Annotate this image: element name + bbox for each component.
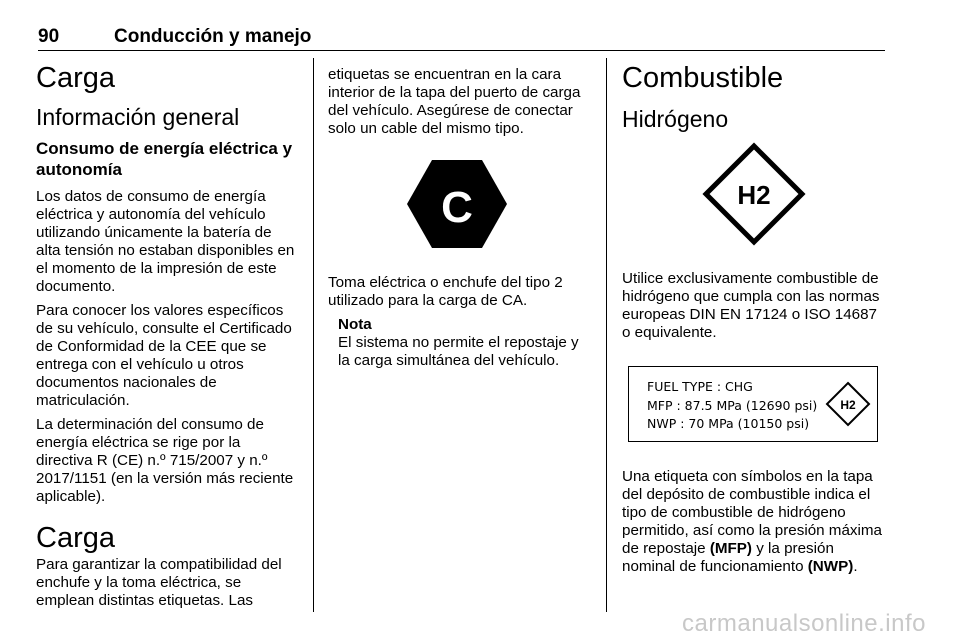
page-number: 90 [38,26,60,47]
column-middle [328,66,594,370]
heading-consumo: Consumo de energía eléctrica y autonomía [36,139,293,179]
diamond-text: H2 [737,180,771,210]
h2-diamond-icon [622,134,888,254]
label-nwp: NWP : 70 MPa (10150 psi) [647,416,810,431]
label-diamond-text: H2 [840,398,856,412]
note-block [328,316,594,370]
paragraph-etiquetas: etiquetas se encuentran en la cara interior de la tapa del puerto de carga del vehículo. Asegúrese de conectar solo un cable del mismo tipo. [328,66,581,137]
column-divider-2 [606,58,607,612]
label-fuel-type: FUEL TYPE : CHG [647,379,753,394]
page-header [38,26,885,51]
text-run: Una etiqueta con símbolos en la tapa del depósito de combustible indica el tipo de combustible de hidrógeno permitido, así como la presión máxima de repostaje [622,468,882,557]
paragraph-utilice: Utilice exclusivamente combustible de hidrógeno que cumpla con las normas europeas DIN EN 17124 o ISO 14687 o equivalente. [622,270,880,341]
type2-connector-figure [328,138,594,266]
heading-carga: Carga [36,62,115,94]
watermark: carmanualsonline.info [682,610,926,637]
hexagon-c-icon [328,138,594,266]
paragraph-directiva: La determinación del consumo de energía eléctrica se rige por la directiva R (CE) n.º 715/2007 y n.º 2017/1151 (en la versión más reciente aplicable). [36,416,294,505]
paragraph-consumo: Los datos de consumo de energía eléctrica y autonomía del vehículo utilizando únicamente la batería de alta tensión no estaban disponibles en el momento de la impresión de este documento. [36,188,295,295]
column-divider-1 [313,58,314,612]
note-text: El sistema no permite el repostaje y la carga simultánea del vehículo. [338,334,579,369]
text-run: y la presión nominal de funcionamiento [622,540,834,575]
paragraph-etiqueta-simbolos [622,468,888,576]
column-right [622,60,888,576]
running-title: Conducción y manejo [114,26,312,47]
hexagon-letter: C [441,183,473,232]
heading-carga-2: Carga [36,522,115,554]
column-left [36,60,298,610]
term-nwp: (NWP) [807,558,854,575]
h2-diamond-figure [622,134,888,254]
text-run: . [853,558,858,575]
fuel-type-label [628,366,878,442]
term-mfp: (MFP) [709,540,752,557]
label-mfp: MFP : 87.5 MPa (12690 psi) [647,398,818,413]
paragraph-toma: Toma eléctrica o enchufe del tipo 2 utilizado para la carga de CA. [328,274,563,309]
heading-informacion-general: Información general [36,104,240,130]
heading-hidrogeno: Hidrógeno [622,106,729,132]
paragraph-compatibilidad: Para garantizar la compatibilidad del enchufe y la toma eléctrica, se emplean distintas etiquetas. Las [36,556,282,609]
label-h2-diamond-icon [825,381,871,427]
heading-combustible: Combustible [622,62,784,94]
note-title: Nota [338,316,372,333]
paragraph-certificado: Para conocer los valores específicos de su vehículo, consulte el Certificado de Conformidad de la CEE que se entrega con el vehículo u otros documentos nacionales de matriculación. [36,302,292,409]
